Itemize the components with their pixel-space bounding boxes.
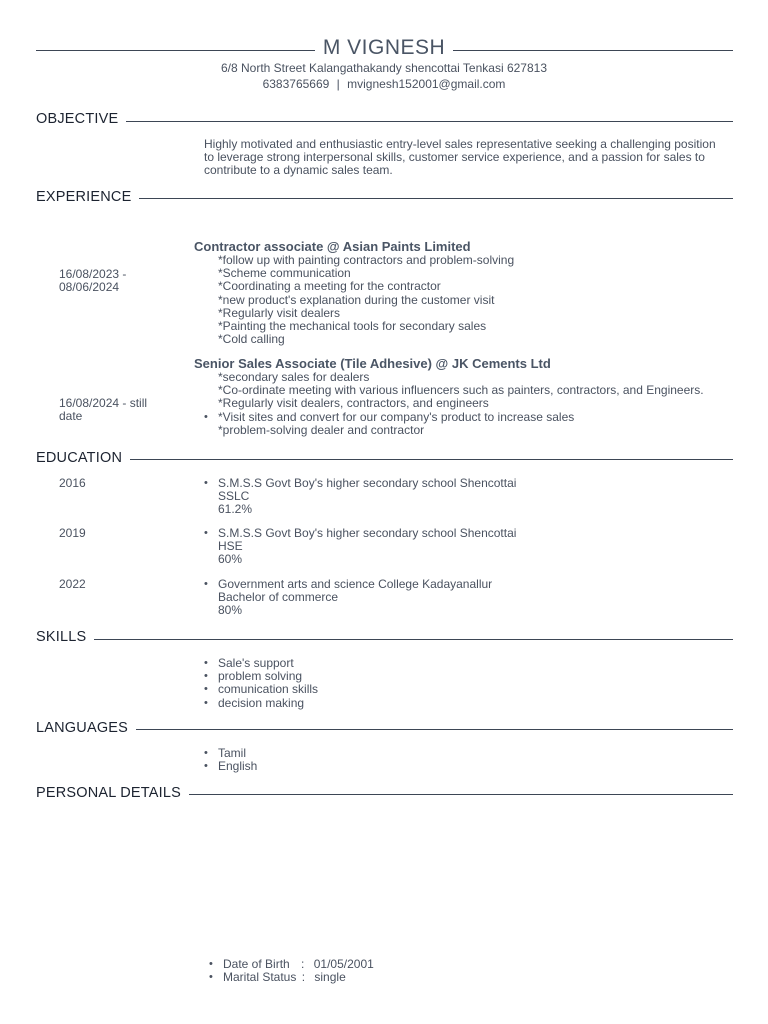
job-date-line: date: [59, 409, 83, 423]
education-institution: • S.M.S.S Govt Boy's higher secondary school Shencottai: [218, 477, 516, 490]
dob-value: 01/05/2001: [313, 957, 374, 971]
list-item: *Regularly visit dealers: [218, 305, 341, 320]
skills-rule: [36, 639, 733, 640]
list-item: • problem solving: [218, 670, 318, 683]
education-course: SSLC: [218, 489, 250, 504]
languages-list: [218, 747, 257, 773]
phone-number: 6383765669: [262, 77, 330, 91]
languages-rule: [36, 729, 733, 730]
objective-text: Highly motivated and enthusiastic entry-level sales representative seeking a challenging position to leverage strong interpersonal skills, customer service experience, and a passion for sales to contribute to a dynamic sales team.: [204, 137, 716, 177]
education-entry: [218, 578, 492, 618]
list-item: • English: [218, 760, 257, 773]
candidate-name: [0, 35, 768, 61]
skills-list: [218, 657, 318, 710]
education-course: HSE: [218, 539, 243, 554]
job-date-line: 08/06/2024: [59, 280, 120, 294]
section-title-experience: EXPERIENCE: [36, 188, 139, 206]
section-title-education: EDUCATION: [36, 449, 130, 467]
education-score: 61.2%: [218, 502, 253, 517]
list-item: • *Visit sites and convert for our company's product to increase sales: [218, 411, 704, 424]
education-score: 60%: [218, 552, 243, 567]
job-duties-asian-paints: [218, 254, 514, 346]
objective-rule: [36, 121, 733, 122]
education-institution: • S.M.S.S Govt Boy's higher secondary school Shencottai: [218, 527, 516, 540]
job-duties-jk-cements: [218, 371, 704, 437]
list-item: *Co-ordinate meeting with various influencers such as painters, contractors, and Engineers.: [218, 383, 704, 398]
education-institution: • Government arts and science College Kadayanallur: [218, 578, 492, 591]
list-item: • decision making: [218, 697, 318, 710]
list-item: *Regularly visit dealers, contractors, and engineers: [218, 396, 489, 411]
list-item: *problem-solving dealer and contractor: [218, 422, 425, 437]
education-score: 80%: [218, 603, 243, 618]
list-item: *Coordinating a meeting for the contractor: [218, 279, 441, 294]
section-title-skills: SKILLS: [36, 628, 94, 646]
candidate-name-text: M VIGNESH: [315, 36, 453, 59]
list-item: • comunication skills: [218, 683, 318, 696]
education-year-2022: 2022: [59, 577, 86, 591]
contact-separator: |: [336, 77, 340, 91]
experience-rule: [36, 198, 733, 199]
personal-details-list: [223, 958, 374, 984]
job-title-jk-cements: Senior Sales Associate (Tile Adhesive) @ JK Cements Ltd: [194, 356, 551, 371]
list-item: *follow up with painting contractors and problem-solving: [218, 253, 515, 267]
education-rule: [36, 459, 733, 460]
email-address: mvignesh152001@gmail.com: [347, 77, 506, 91]
education-entry: [218, 527, 516, 567]
list-item: • Tamil: [218, 747, 257, 760]
list-item: *secondary sales for dealers: [218, 370, 370, 384]
list-item: *new product's explanation during the customer visit: [218, 292, 495, 307]
dob-label: Date of Birth: [223, 957, 290, 971]
list-item: *Scheme communication: [218, 266, 351, 281]
job-date-jk-cements: [59, 397, 147, 423]
address-line: 6/8 North Street Kalangathakandy shencottai Tenkasi 627813: [220, 61, 547, 75]
education-entry: [218, 477, 516, 517]
list-item: *Cold calling: [218, 332, 285, 347]
contact-line: [0, 77, 768, 92]
job-date-line: 16/08/2023 -: [59, 267, 127, 281]
marital-status-row: [223, 971, 374, 984]
list-item: • Sale's support: [218, 657, 318, 670]
job-date-asian-paints: [59, 268, 126, 294]
list-item: *Painting the mechanical tools for secondary sales: [218, 319, 487, 334]
marital-separator: :: [301, 970, 306, 985]
dob-separator: :: [301, 957, 305, 971]
education-year-2019: 2019: [59, 526, 86, 540]
section-title-personal-details: PERSONAL DETAILS: [36, 784, 189, 802]
education-course: Bachelor of commerce: [218, 590, 339, 605]
job-date-line: 16/08/2024 - still: [59, 396, 148, 410]
section-title-languages: LANGUAGES: [36, 719, 136, 737]
job-title-asian-paints: Contractor associate @ Asian Paints Limited: [194, 239, 471, 254]
education-year-2016: 2016: [59, 476, 86, 490]
section-title-objective: OBJECTIVE: [36, 110, 126, 128]
marital-label: Marital Status: [223, 970, 297, 985]
marital-value: single: [314, 970, 346, 985]
